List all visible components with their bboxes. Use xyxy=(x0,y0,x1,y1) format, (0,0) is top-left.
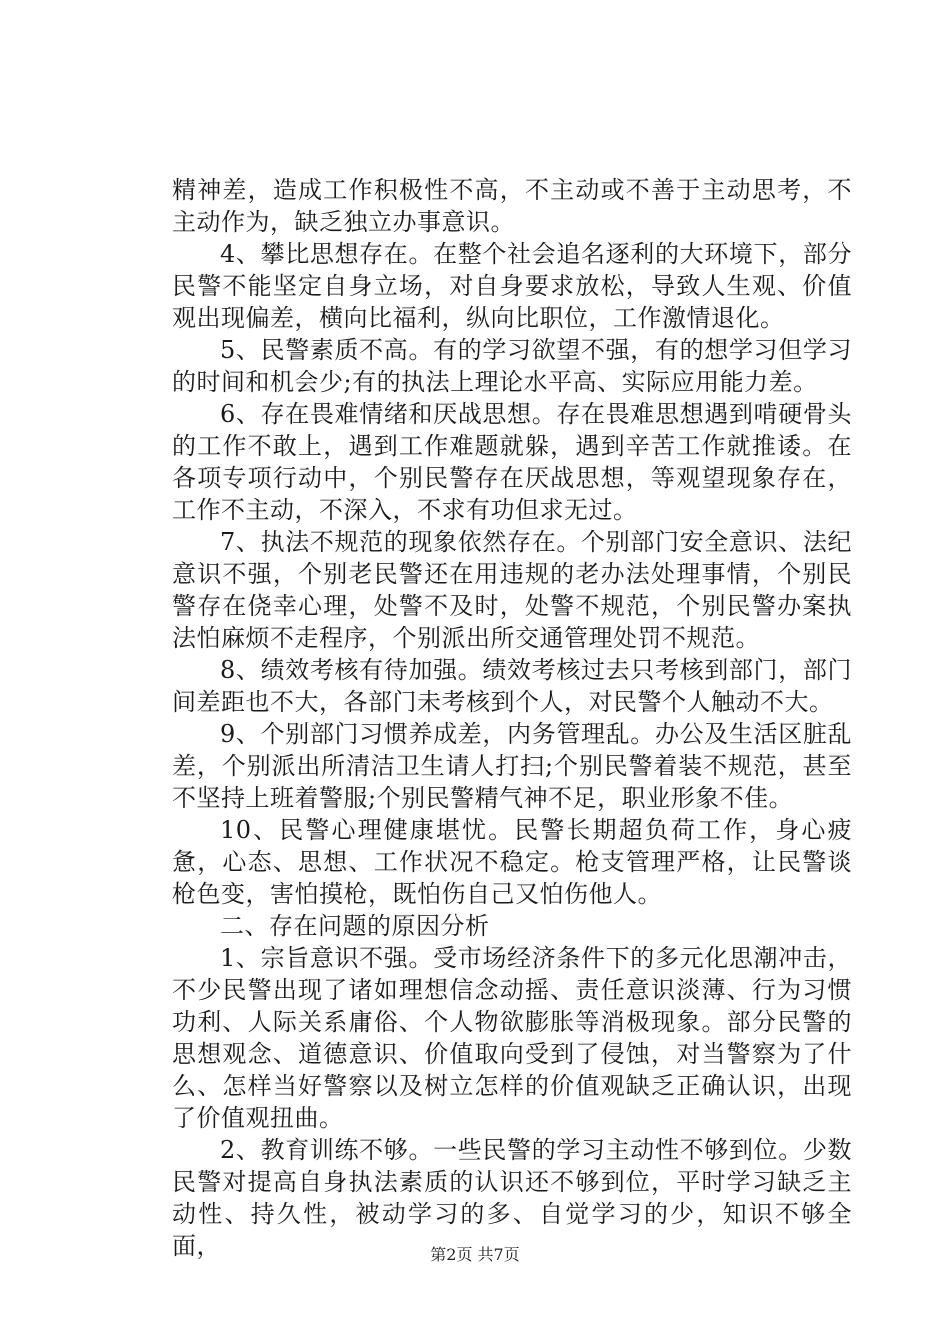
paragraph-6: 8、绩效考核有待加强。绩效考核过去只考核到部门，部门间差距也不大，各部门未考核到个人，对民警个人触动不大。 xyxy=(172,656,852,716)
paragraph-8: 10、民警心理健康堪忧。民警长期超负荷工作，身心疲惫，心态、思想、工作状况不稳定。枪支管理严格，让民警谈枪色变，害怕摸枪，既怕伤自己又怕伤他人。 xyxy=(172,816,852,908)
paragraph-11: 2、教育训练不够。一些民警的学习主动性不够到位。少数民警对提高自身执法素质的认识还不够到位，平时学习缺乏主动性、持久性，被动学习的多、自觉学习的少，知识不够全面， xyxy=(172,1136,852,1260)
paragraph-3: 5、民警素质不高。有的学习欲望不强，有的想学习但学习的时间和机会少;有的执法上理论水平高、实际应用能力差。 xyxy=(172,336,852,396)
paragraph-2: 4、攀比思想存在。在整个社会追名逐利的大环境下，部分民警不能坚定自身立场，对自身要求放松，导致人生观、价值观出现偏差，横向比福利，纵向比职位，工作激情退化。 xyxy=(172,240,852,332)
paragraph-9: 二、存在问题的原因分析 xyxy=(220,912,490,940)
paragraph-7: 9、个别部门习惯养成差，内务管理乱。办公及生活区脏乱差，个别派出所清洁卫生请人打扫;个别民警着装不规范，甚至不坚持上班着警服;个别民警精气神不足，职业形象不佳。 xyxy=(172,720,852,812)
paragraph-10: 1、宗旨意识不强。受市场经济条件下的多元化思潮冲击，不少民警出现了诸如理想信念动摇、责任意识淡薄、行为习惯功利、人际关系庸俗、个人物欲膨胀等消极现象。部分民警的思想观念、道德意识、价值取向受到了侵蚀，对当警察为了什么、怎样当好警察以及树立怎样的价值观缺乏正确认识，出现了价值观扭曲。 xyxy=(172,944,852,1132)
page-number-footer: 第2页 共7页 xyxy=(430,1245,520,1264)
paragraph-1: 精神差，造成工作积极性不高，不主动或不善于主动思考，不主动作为，缺乏独立办事意识。 xyxy=(172,176,852,236)
paragraph-5: 7、执法不规范的现象依然存在。个别部门安全意识、法纪意识不强，个别老民警还在用违规的老办法处理事情，个别民警存在侥幸心理，处警不及时，处警不规范，个别民警办案执法怕麻烦不走程序，个别派出所交通管理处罚不规范。 xyxy=(172,528,852,652)
document-body xyxy=(172,174,852,1262)
paragraph-4: 6、存在畏难情绪和厌战思想。存在畏难思想遇到啃硬骨头的工作不敢上，遇到工作难题就躲，遇到辛苦工作就推诿。在各项专项行动中，个别民警存在厌战思想，等观望现象存在，工作不主动，不深入，不求有功但求无过。 xyxy=(172,400,852,524)
